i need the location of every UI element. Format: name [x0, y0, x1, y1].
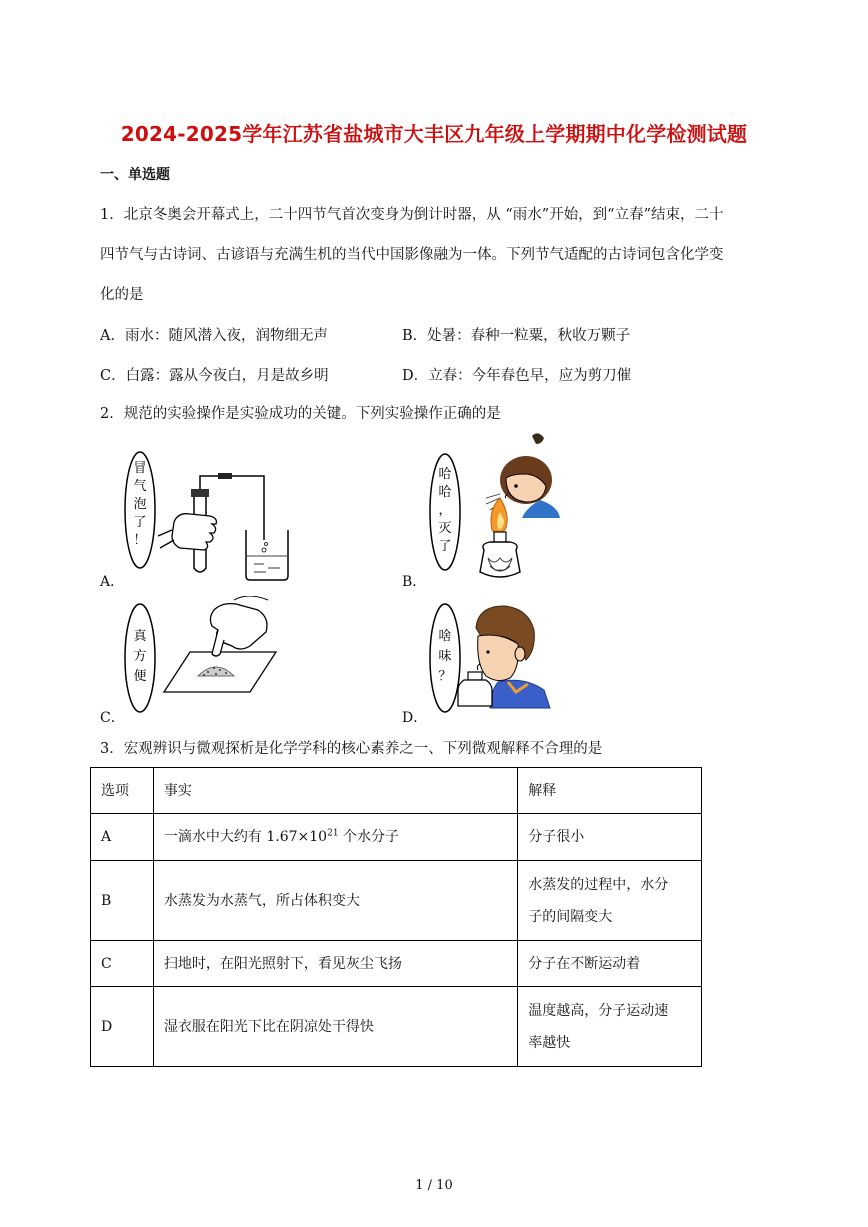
row-explanation: 水蒸发的过程中，水分 子的间隔变大 [518, 861, 702, 941]
row-option: D [91, 987, 154, 1067]
row-option: C [91, 941, 154, 987]
table-row [91, 987, 702, 1067]
bubble-a-char: 泡 [133, 497, 147, 512]
q2-label-c: C． [100, 710, 125, 726]
row-fact: 一滴水中大约有 $1.67\times 10^{21}$ 个水分子 [153, 814, 517, 861]
bubble-c-char: 方 [133, 649, 147, 664]
bubble-a-char: 冒 [133, 461, 147, 476]
bubble-a-char: 气 [133, 479, 147, 494]
q1-option-a: A．雨水：随风潜入夜，润物细无声 [100, 328, 328, 344]
bubble-d-char: 味 [438, 649, 452, 664]
q3-table [90, 767, 702, 1067]
q1-option-c: C．白露：露从今夜白，月是故乡明 [100, 368, 329, 384]
bubble-d-char: 啥 [438, 629, 452, 644]
bubble-c-char: 便 [133, 669, 147, 684]
row-explanation: 分子在不断运动着 [518, 941, 702, 987]
bubble-b-char: 哈 [438, 467, 452, 482]
header-fact: 事实 [153, 768, 517, 814]
row-fact: 水蒸发为水蒸气，所占体积变大 [153, 861, 517, 941]
q1-line-1: 1．北京冬奥会开幕式上，二十四节气首次变身为倒计时器，从 “雨水”开始，到“立春”结束，二十 [100, 207, 724, 223]
figure-a-airtightness-check [118, 440, 308, 588]
header-option: 选项 [91, 768, 154, 814]
row-option: A [91, 814, 154, 861]
figure-b-blowing-out-lamp [420, 430, 580, 588]
q2-label-d: D． [402, 710, 428, 726]
bubble-c-char: 真 [133, 629, 147, 644]
figure-d-smelling-gas [420, 598, 560, 724]
table-row [91, 941, 702, 987]
header-explanation: 解释 [518, 768, 702, 814]
figure-c-touching-chemicals [118, 596, 288, 724]
q1-line-3: 化的是 [100, 287, 144, 303]
table-header-row [91, 768, 702, 814]
q1-line-2: 四节气与古诗词、古谚语与充满生机的当代中国影像融为一体。下列节气适配的古诗词包含化学变 [100, 247, 724, 263]
q2-text: 2．规范的实验操作是实验成功的关键。下列实验操作正确的是 [100, 406, 501, 422]
q1-option-d: D．立春：今年春色早，应为剪刀催 [402, 368, 632, 384]
row-explanation: 温度越高，分子运动速 率越快 [518, 987, 702, 1067]
q3-text: 3．宏观辨识与微观探析是化学学科的核心素养之一、下列微观解释不合理的是 [100, 741, 603, 757]
bubble-d-char: ？ [438, 669, 452, 684]
q2-label-a: A． [100, 574, 125, 590]
section-heading: 一、单选题 [100, 167, 170, 183]
row-option: B [91, 861, 154, 941]
table-row [91, 861, 702, 941]
bubble-a-char: ！ [133, 533, 147, 548]
bubble-a-char: 了 [133, 515, 147, 530]
bubble-b-char: 灭 [438, 521, 452, 536]
q2-label-b: B． [402, 574, 427, 590]
q1-option-b: B．处暑：春种一粒粟，秋收万颗子 [402, 328, 631, 344]
row-explanation: 分子很小 [518, 814, 702, 861]
row-fact: 扫地时，在阳光照射下，看见灰尘飞扬 [153, 941, 517, 987]
bubble-b-char: ， [438, 503, 452, 518]
bubble-b-char: 了 [438, 539, 452, 554]
page-number: 1 / 10 [415, 1178, 453, 1193]
bubble-b-char: 哈 [438, 485, 452, 500]
document-title: 2024-2025学年江苏省盐城市大丰区九年级上学期期中化学检测试题 [120, 122, 748, 146]
row-fact: 湿衣服在阳光下比在阴凉处干得快 [153, 987, 517, 1067]
table-row [91, 814, 702, 861]
